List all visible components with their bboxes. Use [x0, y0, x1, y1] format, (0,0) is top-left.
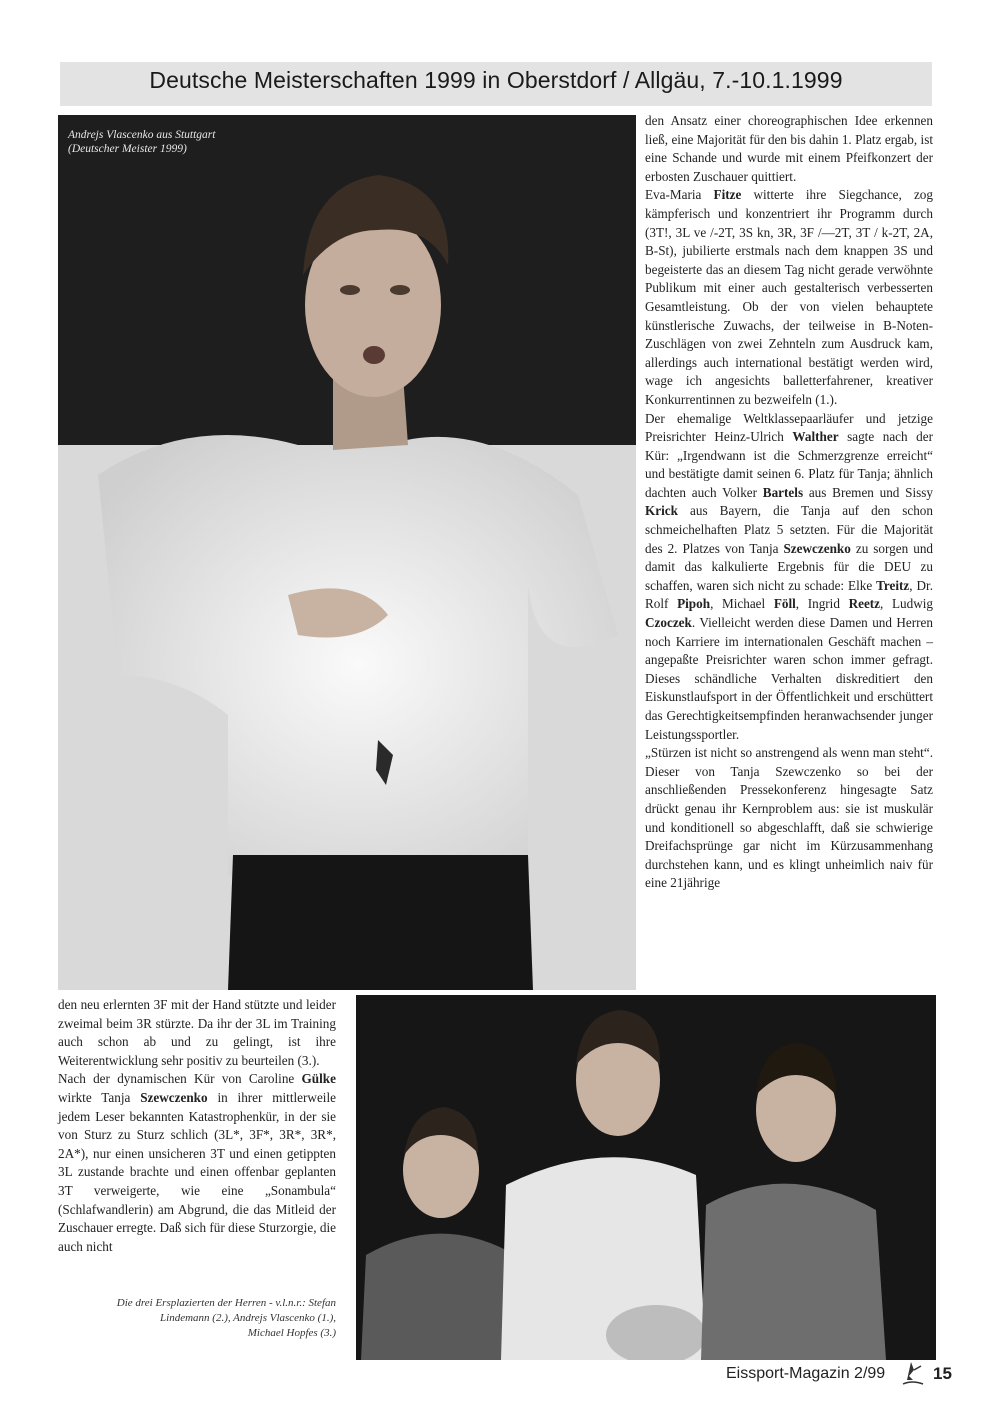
- caption-line: Andrejs Vlascenko aus Stuttgart: [68, 129, 216, 141]
- left-text-column: [58, 996, 336, 1256]
- skater-logo-icon: [897, 1358, 927, 1388]
- magazine-name: Eissport-Magazin 2/99: [726, 1365, 886, 1382]
- caption-line: (Deutscher Meister 1999): [68, 143, 187, 155]
- skater-portrait-illustration: [58, 115, 636, 990]
- page-title: Deutsche Meisterschaften 1999 in Oberstdorf / Allgäu, 7.-10.1.1999: [149, 67, 843, 93]
- photo-caption: [68, 128, 215, 156]
- right-text-column: [645, 112, 933, 893]
- paragraph: Nach der dynamischen Kür von Caroline Gülke wirkte Tanja Szewczenko in ihrer mittlerweile jedem Leser bekannten Katastrophenkür, in der sie von Sturz zu Sturz schlich (3L*, 3F*, 3R*, 3R*, 2A*), nur einen unsicheren 3T und einen getippten 3L zustande brachte und einen offenbar geplanten 3T verweigerte, wie eine „Sonambula“ (Schlafwandlerin) am Abgrund, die das Mitleid der Zuschauer erregte. Daß sich für diese Sturzorgie, die auch nicht: [58, 1071, 336, 1254]
- paragraph: Der ehemalige Weltklassepaarläufer und jetzige Preisrichter Heinz-Ulrich Walther sagte nach der Kür: „Irgendwann ist die Schmerzgrenze erreicht“ und bestätigte damit seinen 6. Platz für Tanja; ähnlich dachten auch Volker Bartels aus Bremen und Sissy Krick aus Bayern, die Tanja auf den schon schmeichelhaften Platz 5 setzten. Für die Majorität des 2. Platzes von Tanja Szewczenko zu sorgen und damit das kalkulierte Ergebnis für die DEU zu schaffen, waren sich nicht zu schade: Elke Treitz, Dr. Rolf Pipoh, Michael Föll, Ingrid Reetz, Ludwig Czoczek. Vielleicht werden diese Damen und Herren noch Karriere im internationalen Geschäft machen – angepaßte Preisrichter waren schon immer gefragt. Dieses schändliche Verhalten diskreditiert den Eiskunstlaufsport in der Öffentlichkeit und erschüttert das Gerechtigkeitsempfinden heranwachsender junger Leistungssportler.: [645, 410, 934, 742]
- caption-line: Lindemann (2.), Andrejs Vlascenko (1.),: [160, 1312, 336, 1324]
- podium-illustration: [356, 995, 936, 1360]
- photo-caption: [58, 1296, 336, 1341]
- caption-line: Die drei Ersplazierten der Herren - v.l.n.r.: Stefan: [116, 1297, 336, 1309]
- paragraph: „Stürzen ist nicht so anstrengend als wenn man steht“. Dieser von Tanja Szewczenko so bei der anschließenden Pressekonferenz hingesagte Satz drückt genau ihr Kernproblem aus: sie ist muskulär und konditionell so abgeschlafft, daß sie schwierige Dreifachsprünge gar nicht im Kürzusammenhang durchstehen kann, und es klingt unheimlich naiv für eine 21jährige: [645, 745, 933, 891]
- caption-line: Michael Hopfes (3.): [247, 1327, 336, 1339]
- page-number: 15: [933, 1364, 952, 1383]
- paragraph: Eva-Maria Fitze witterte ihre Siegchance, zog kämpferisch und konzentriert ihr Programm durch (3T!, 3L ve /-2T, 3S kn, 3R, 3F /—2T, 3T / k-2T, 2A, B-St), jubilierte erstmals nach dem knappen 3S und begeisterte das an diesem Tag nicht gerade verwöhnte Publikum mit einer auch gestalterisch verbesserten Gesamtleistung. Ob der von vielen behauptete künstlerische Zuwachs, der teilweise in B-Noten-Zuschlägen von zwei Zehnteln zum Ausdruck kam, allerdings auch international bestätigt werden wird, wage ich angesichts balletterfahrener, kreativer Konkurrentinnen zu bezweifeln (1.).: [645, 187, 933, 407]
- podium-photo: [356, 995, 936, 1360]
- skater-portrait-photo: [58, 115, 636, 990]
- paragraph: den neu erlernten 3F mit der Hand stützte und leider zweimal beim 3R stürzte. Da ihr der 3L im Training auch schon ab und zu gelingt, ist ihre Weiterentwicklung sehr positiv zu beurteilen (3.).: [58, 997, 336, 1068]
- paragraph: den Ansatz einer choreographischen Idee erkennen ließ, eine Majorität für den bis dahin 1. Platz ergab, ist eine Schande und wurde mit einem Pfeifkonzert der erbosten Zuschauer quittiert.: [645, 113, 933, 184]
